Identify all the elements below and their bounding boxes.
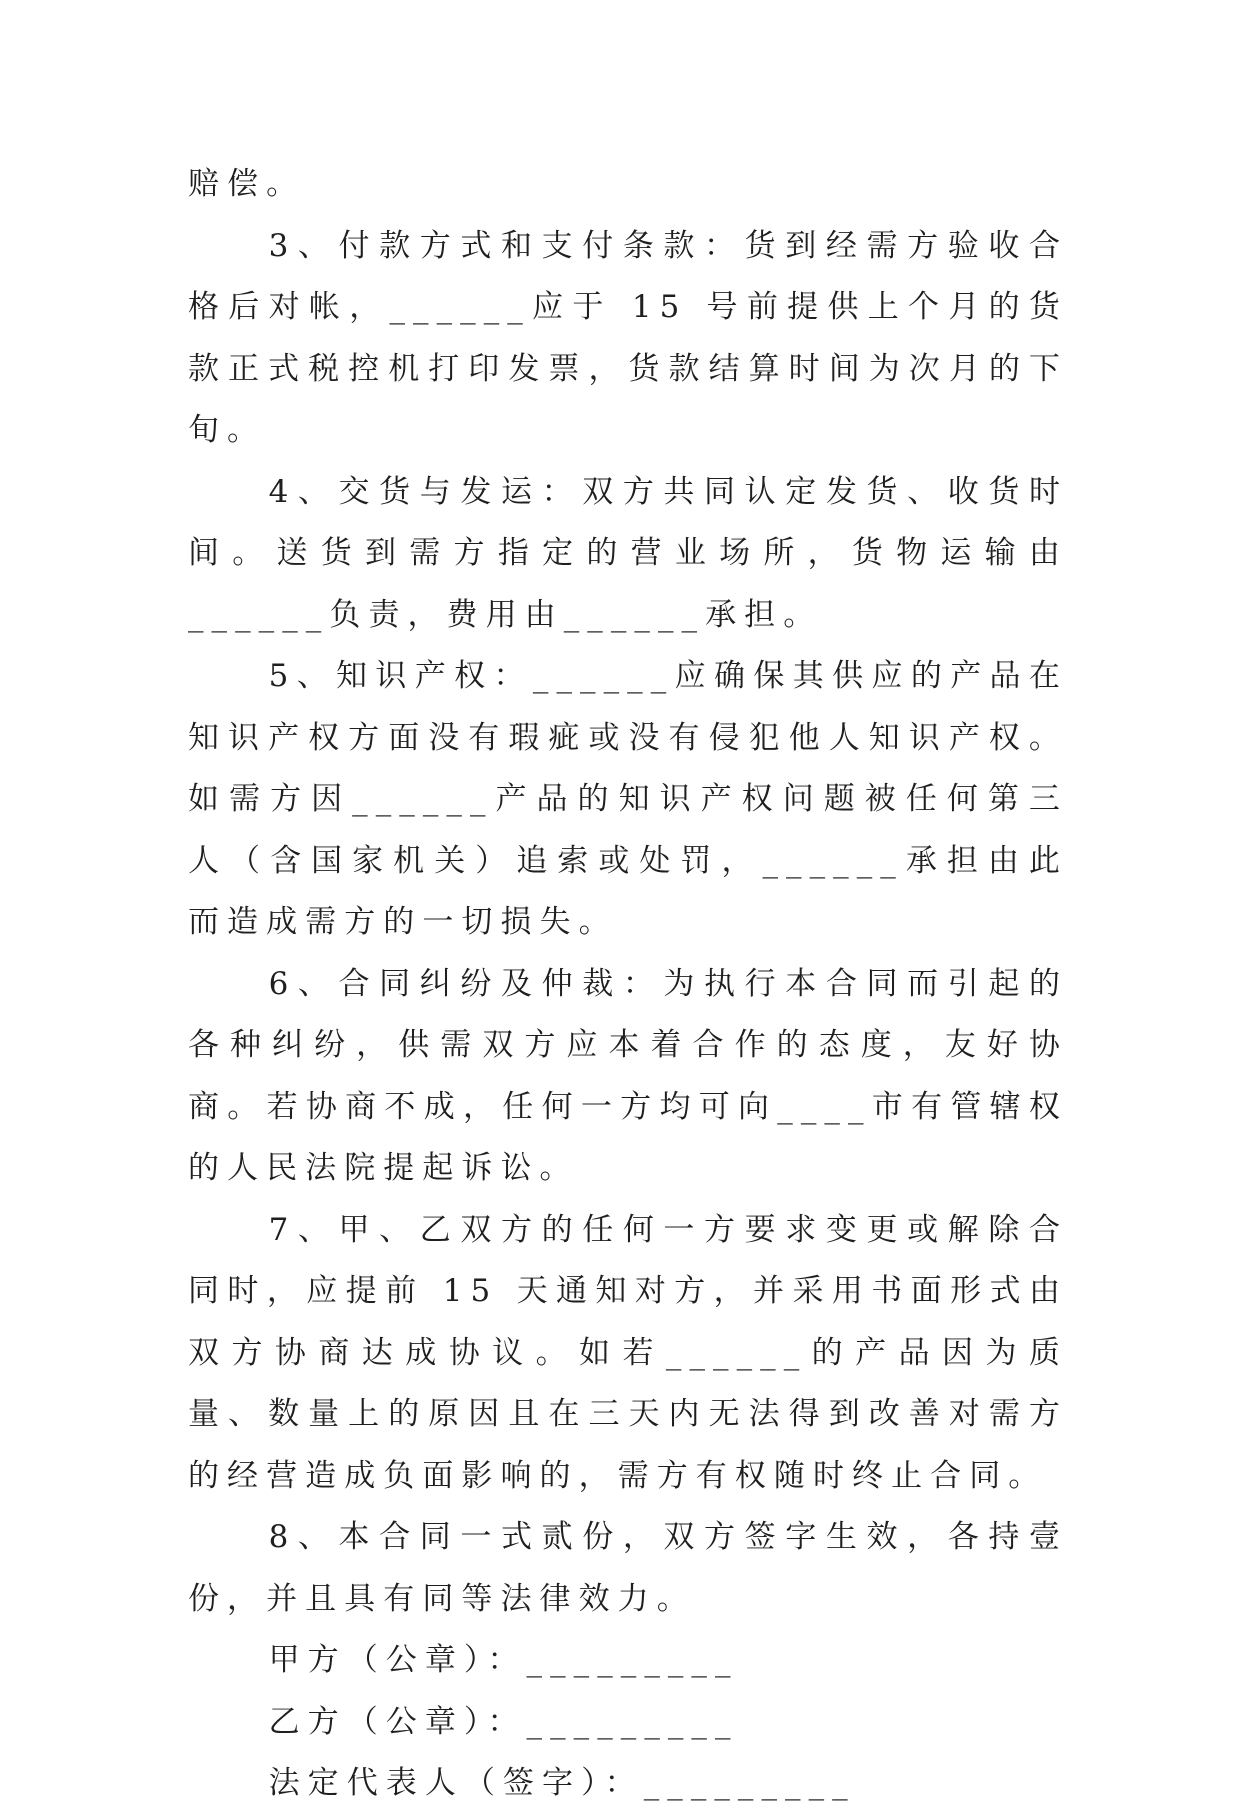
clause-8-copies-effectiveness: 8、本合同一式贰份，双方签字生效，各持壹份，并且具有同等法律效力。 [188, 1519, 1068, 1617]
clause-4-delivery-shipping: 4、交货与发运：双方共同认定发货、收货时间。送货到需方指定的营业场所，货物运输由______负责，费用由______承担。 [188, 473, 1068, 633]
clause-5-intellectual-property: 5、知识产权：______应确保其供应的产品在知识产权方面没有瑕疵或没有侵犯他人知识产权。如需方因______产品的知识产权问题被任何第三人（含国家机关）追索或处罚，______承担由此而造成需方的一切损失。 [188, 658, 1068, 940]
signature-party-b-seal: 乙方（公章）：_________ [268, 1703, 739, 1740]
paragraph-continuation-compensation: 赔偿。 [188, 166, 306, 202]
clause-7-contract-change-termination: 7、甲、乙双方的任何一方要求变更或解除合同时，应提前 15 天通知对方，并采用书面形式由双方协商达成协议。如若______的产品因为质量、数量上的原因且在三天内无法得到改善对需方的经营造成负面影响的，需方有权随时终止合同。 [188, 1211, 1068, 1494]
contract-body [188, 154, 1068, 1815]
clause-6-dispute-arbitration: 6、合同纠纷及仲裁：为执行本合同而引起的各种纠纷，供需双方应本着合作的态度，友好协商。若协商不成，任何一方均可向____市有管辖权的人民法院提起诉讼。 [188, 965, 1068, 1186]
signature-legal-representative: 法定代表人（签字）：_________ [268, 1765, 856, 1801]
clause-3-payment-terms: 3、付款方式和支付条款：货到经需方验收合格后对帐，______应于 15 号前提供上个月的货款正式税控机打印发票，货款结算时间为次月的下旬。 [188, 227, 1068, 448]
signature-party-a-seal: 甲方（公章）：_________ [268, 1642, 739, 1678]
